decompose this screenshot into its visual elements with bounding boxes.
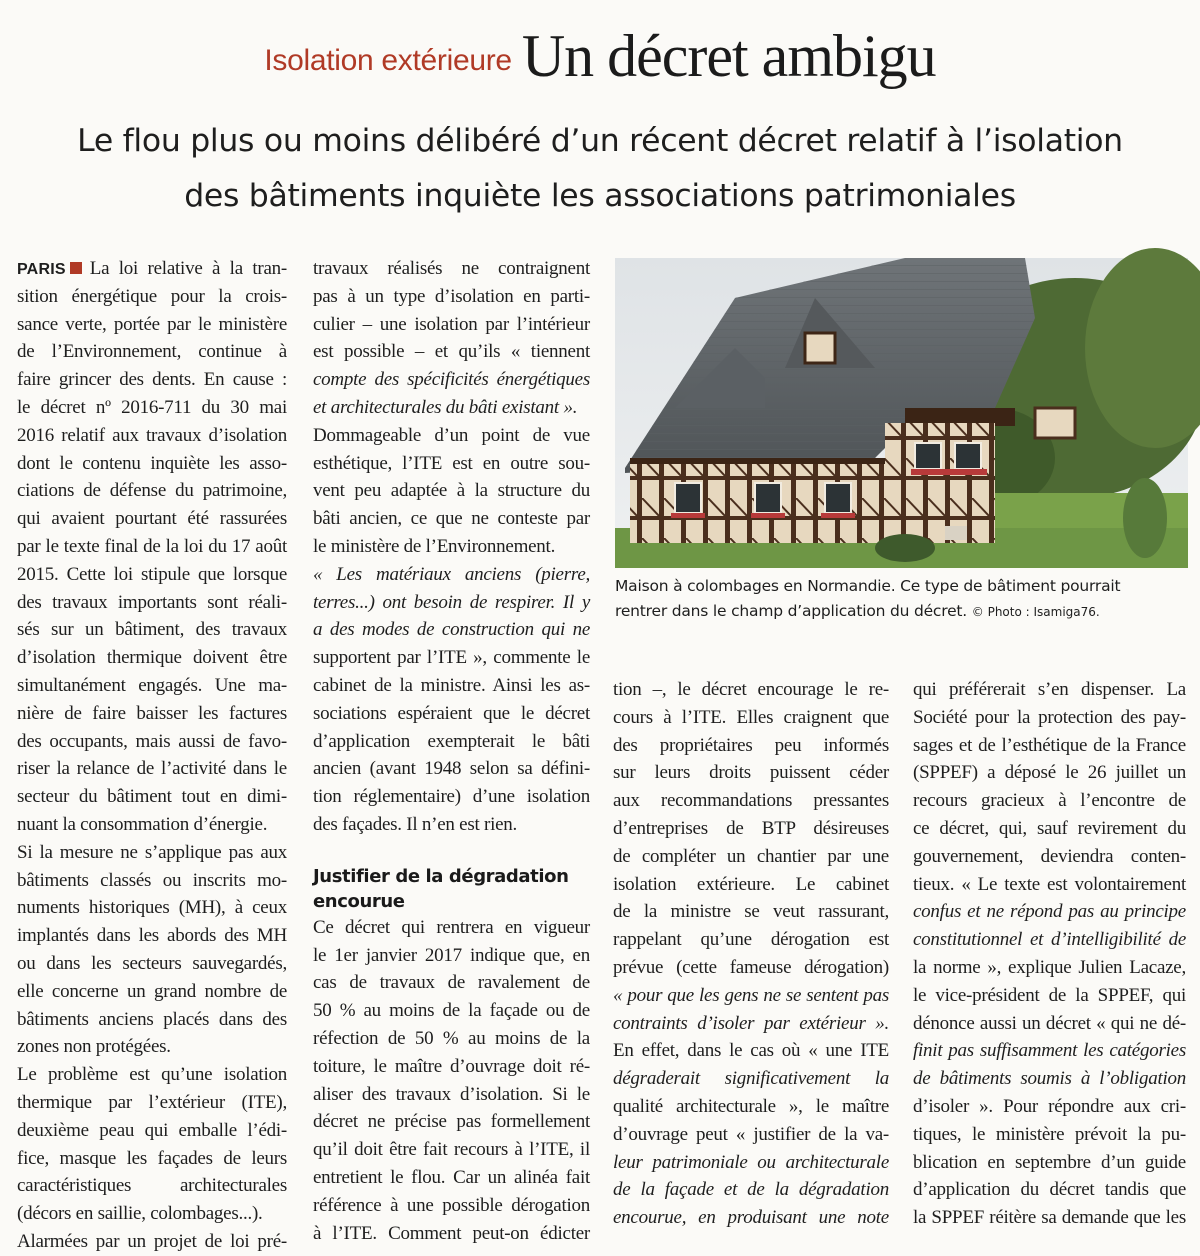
text-line: « Les matériaux anciens (pierre, xyxy=(313,563,590,585)
text-line: d’ouvrage peut « justifier de la va- xyxy=(613,1123,889,1145)
text-line: Ce décret qui rentrera en vigueur xyxy=(313,916,590,938)
headline: Un décret ambigu xyxy=(521,23,936,89)
text-line: toiture, le maître d’ouvrage doit ré- xyxy=(313,1055,590,1077)
text-line: des propriétaires peu informés xyxy=(613,734,889,756)
text-line: rappelant qu’une dérogation est xyxy=(613,929,889,951)
text-line: cabinet de la ministre. Ainsi les as- xyxy=(313,674,590,696)
article-column-3 xyxy=(613,676,889,1229)
dateline: PARIS xyxy=(17,261,66,278)
text-line: Dommageable d’un point de vue xyxy=(313,424,590,446)
text-line: ou dans les secteurs sauvegardés, xyxy=(17,952,287,974)
text-line: thermique par l’extérieur (ITE), xyxy=(17,1091,287,1113)
text-line: Si la mesure ne s’applique pas aux xyxy=(17,841,287,863)
text-line: prévue (cette fameuse dérogation) xyxy=(613,956,889,978)
text-line: nière de faire baisser les factures xyxy=(17,702,287,724)
text-line: la norme », explique Julien Lacaze, xyxy=(913,956,1186,978)
col3-lines xyxy=(613,676,889,1232)
text-line: tion réglementaire) d’une isolation xyxy=(313,786,590,808)
text-line: « pour que les gens ne se sentent pas xyxy=(613,984,889,1006)
article-header xyxy=(0,22,1200,91)
text-line: tion –, le décret encourage le re- xyxy=(613,679,889,700)
col4-lines xyxy=(913,676,1186,1232)
text-line: En effet, dans le cas où « une ITE xyxy=(613,1040,889,1062)
text-line: d’isoler ». Pour répondre aux cri- xyxy=(913,1095,1186,1117)
subtitle-line: Le flou plus ou moins délibéré d’un récent décret relatif à l’isolation xyxy=(77,123,1123,159)
text-line: 2015. Cette loi stipule que lorsque xyxy=(17,563,287,585)
text-line: décret ne précise pas formellement xyxy=(313,1111,590,1133)
text-line: ciations de défense du patrimoine, xyxy=(17,480,287,502)
text-line: des façades. Il n’en est rien. xyxy=(313,813,518,835)
text-line: faire grincer des dents. En cause : xyxy=(17,369,287,391)
text-line: travaux réalisés ne contraignent xyxy=(313,258,590,279)
text-line: esthétique, l’ITE est en outre sou- xyxy=(313,452,590,474)
text-line: est possible – et qu’ils « tiennent xyxy=(313,341,590,363)
text-line: des travaux importants sont réali- xyxy=(17,591,287,613)
text-line: référence à une possible dérogation xyxy=(313,1194,590,1216)
text-line: le 1er janvier 2017 indique que, en xyxy=(313,944,590,966)
text-line: leur patrimoniale ou architecturale xyxy=(613,1151,889,1173)
text-line: (SPPEF) a déposé le 26 juillet un xyxy=(913,762,1186,784)
text-line: pas à un type d’isolation en parti- xyxy=(313,285,590,307)
text-line: tiques, le ministère prévoit la pu- xyxy=(913,1123,1186,1145)
text-line: de la ministre se veut rassurant, xyxy=(613,901,889,923)
text-line: dégraderait significativement la xyxy=(613,1068,889,1090)
text-line: bâtiments anciens placés dans des xyxy=(17,1008,287,1030)
text-line: elle concerne un grand nombre de xyxy=(17,980,287,1002)
text-line: confus et ne répond pas au principe xyxy=(913,901,1186,923)
paragraph-gap xyxy=(313,839,590,864)
text-line: la SPPEF réitère sa demande que les xyxy=(913,1207,1186,1229)
caption-text: rentrer dans le champ d’application du décret. xyxy=(615,602,968,620)
col1-lines xyxy=(17,283,287,1256)
caption-line-2 xyxy=(615,599,1190,625)
text-line: d’entreprises de BTP désireuses xyxy=(613,817,889,839)
subtitle xyxy=(0,114,1200,224)
text-line: sition énergétique pour la crois- xyxy=(17,285,287,307)
text-line: entretient le flou. Car un alinéa fait xyxy=(313,1166,590,1188)
text-line: de l’Environnement, continue à xyxy=(17,341,287,363)
text-line: Le problème est qu’une isolation xyxy=(17,1064,287,1086)
text-line: constitutionnel et d’intelligibilité de xyxy=(913,929,1186,951)
text-line: dénonce aussi un décret « qui ne dé- xyxy=(913,1012,1186,1034)
text-line: de compléter un chantier par une xyxy=(613,845,889,867)
text-line: riser la relance de l’activité dans le xyxy=(17,758,287,780)
text-line: bâtiments classés ou inscrits mo- xyxy=(17,869,287,891)
text-line: dont le contenu inquiète les asso- xyxy=(17,452,287,474)
first-line xyxy=(17,255,287,283)
article-column-2 xyxy=(313,255,590,1244)
text-line: de la façade et de la dégradation xyxy=(613,1179,889,1201)
text-line: qui préférerait s’en dispenser. La xyxy=(913,679,1186,700)
text-line: blication en septembre d’un guide xyxy=(913,1151,1186,1173)
text-line: sés sur un bâtiment, des travaux xyxy=(17,619,287,641)
text-line: tieux. « Le texte est volontairement xyxy=(913,873,1186,895)
article-column-1 xyxy=(17,255,287,1252)
text-line: La loi relative à la tran- xyxy=(89,258,287,279)
subheading-line: Justifier de la dégradation xyxy=(313,865,569,887)
text-line: et architecturales du bâti existant ». xyxy=(313,396,578,418)
text-line: le vice-président de la SPPEF, qui xyxy=(913,984,1186,1006)
text-line: par le texte final de la loi du 17 août xyxy=(17,535,287,557)
text-line: secteur du bâtiment tout en dimi- xyxy=(17,786,287,808)
col2-bottom-lines xyxy=(313,914,590,1248)
text-line: qui avaient pourtant été rassurées xyxy=(17,508,287,530)
photo-caption xyxy=(615,574,1190,625)
col2-top-lines xyxy=(313,255,590,839)
caption-line: Maison à colombages en Normandie. Ce type de bâtiment pourrait xyxy=(615,577,1121,595)
text-line: zones non protégées. xyxy=(17,1036,171,1058)
text-line: d’isolation thermique doivent être xyxy=(17,647,287,669)
photo-credit: © Photo : Isamiga76. xyxy=(971,605,1100,619)
section-kicker: Isolation extérieure xyxy=(264,44,512,77)
subheading-line: encourue xyxy=(313,890,405,912)
text-line: d’application exempterait le bâti xyxy=(313,730,590,752)
text-line: le ministère de l’Environnement. xyxy=(313,535,556,557)
text-line: finit pas suffisamment les catégories xyxy=(913,1040,1186,1062)
text-line: de bâtiments soumis à l’obligation xyxy=(913,1068,1186,1090)
text-line: cas de travaux de ravalement de xyxy=(313,972,590,994)
text-line: contraints d’isoler par extérieur ». xyxy=(613,1012,889,1034)
text-line: Alarmées par un projet de loi pré- xyxy=(17,1230,287,1252)
text-line: d’application du décret tandis que xyxy=(913,1179,1186,1201)
text-line: culier – une isolation par l’intérieur xyxy=(313,313,590,335)
photo-half-timbered-house xyxy=(615,258,1188,568)
text-line: supportent par l’ITE », commente le xyxy=(313,647,590,669)
text-line: numents historiques (MH), à ceux xyxy=(17,897,287,919)
article-column-4 xyxy=(913,676,1186,1229)
text-line: qualité architecturale », le maître xyxy=(613,1095,889,1117)
red-square-marker xyxy=(70,262,82,274)
text-line: terres...) ont besoin de respirer. Il y xyxy=(313,591,590,613)
text-line: réfection de 50 % au moins de la xyxy=(313,1027,590,1049)
text-line: gouvernement, deviendra conten- xyxy=(913,845,1186,867)
text-line: sages et de l’esthétique de la France xyxy=(913,734,1186,756)
text-line: nuant la consommation d’énergie. xyxy=(17,813,268,835)
text-line: compte des spécificités énergétiques xyxy=(313,369,590,391)
text-line: sociations espéraient que le décret xyxy=(313,702,590,724)
text-line: sur leurs droits puissent céder xyxy=(613,762,889,784)
text-line: simultanément engagés. Une ma- xyxy=(17,674,287,696)
text-line: à l’ITE. Comment peut-on édicter xyxy=(313,1222,590,1244)
text-line: Société pour la protection des pay- xyxy=(913,706,1186,728)
text-line: recours gracieux à l’encontre de xyxy=(913,790,1186,812)
text-line: 50 % au moins de la façade ou de xyxy=(313,1000,590,1022)
text-line: bâti ancien, ce que ne conteste par xyxy=(313,508,590,530)
text-line: ce décret, qui, sauf revirement du xyxy=(913,817,1186,839)
text-line: encourue, en produisant une note xyxy=(613,1207,889,1229)
text-line: (décors en saillie, colombages...). xyxy=(17,1203,263,1225)
text-line: a des modes de construction qui ne xyxy=(313,619,590,641)
text-line: isolation extérieure. Le cabinet xyxy=(613,873,889,895)
text-line: sance verte, portée par le ministère xyxy=(17,313,287,335)
text-line: vent peu adaptée à la structure du xyxy=(313,480,590,502)
text-line: implantés dans les abords des MH xyxy=(17,925,287,947)
text-line: 2016 relatif aux travaux d’isolation xyxy=(17,424,287,446)
text-line: aliser des travaux d’isolation. Si le xyxy=(313,1083,590,1105)
text-line: cours à l’ITE. Elles craignent que xyxy=(613,706,889,728)
text-line: fice, masque les façades de leurs xyxy=(17,1147,287,1169)
text-line: aux recommandations pressantes xyxy=(613,790,889,812)
text-line: le décret nº 2016-711 du 30 mai xyxy=(17,396,287,418)
subtitle-line: des bâtiments inquiète les associations patrimoniales xyxy=(184,178,1016,214)
text-line: qu’il doit être fait recours à l’ITE, il xyxy=(313,1139,590,1161)
text-line: deuxième peau qui emballe l’édi- xyxy=(17,1119,287,1141)
text-line: des occupants, mais aussi de favo- xyxy=(17,730,287,752)
text-line: caractéristiques architecturales xyxy=(17,1175,287,1197)
text-line: ancien (avant 1948 selon sa défini- xyxy=(313,758,590,780)
house-illustration xyxy=(615,258,1188,568)
